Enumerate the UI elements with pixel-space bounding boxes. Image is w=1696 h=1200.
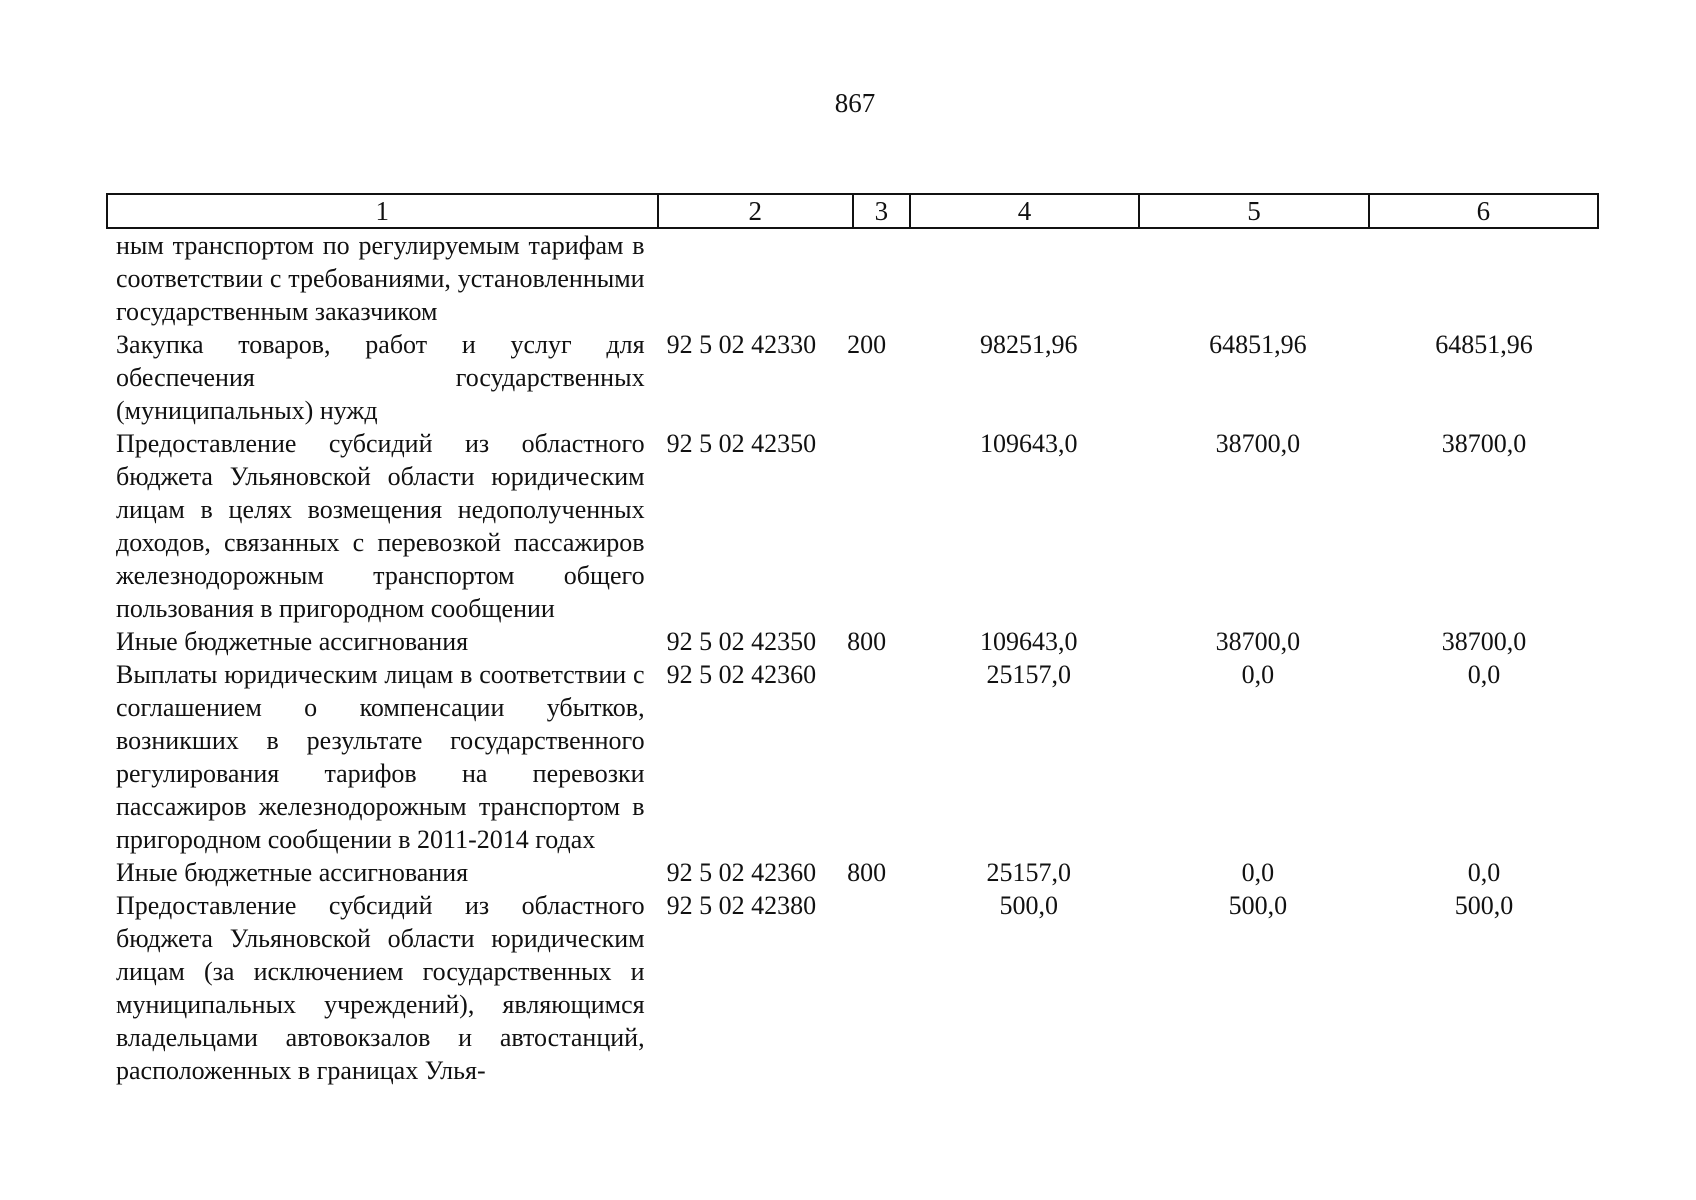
table-row	[116, 658, 1596, 856]
row-value-4: 109643,0	[979, 627, 1078, 656]
page-number: 867	[834, 88, 876, 118]
row-code: 92 5 02 42330	[666, 330, 817, 359]
table-row	[116, 328, 1596, 427]
row-value-6: 0,0	[1467, 858, 1501, 887]
row-code: 92 5 02 42350	[666, 429, 817, 458]
row-value-6: 64851,96	[1435, 330, 1533, 359]
row-value-6: 0,0	[1467, 660, 1501, 689]
row-value-5: 38700,0	[1215, 627, 1301, 656]
row-type: 200	[847, 330, 887, 359]
table-header	[106, 193, 1599, 229]
table-row	[116, 625, 1596, 658]
table-row	[116, 856, 1596, 889]
row-value-5: 500,0	[1228, 891, 1288, 920]
row-value-4: 25157,0	[986, 660, 1071, 689]
row-name: Предоставление субсидий из областного бюджета Ульяновской области юридическим лицам в целях возмещения недополученных доходов, связанных с перевозкой пассажиров железнодорожным транспортом общего пользования в пригородном сообщении	[116, 429, 645, 623]
row-value-6: 500,0	[1454, 891, 1514, 920]
row-value-5: 38700,0	[1215, 429, 1301, 458]
row-value-5: 0,0	[1241, 660, 1275, 689]
row-type: 800	[847, 627, 887, 656]
row-name: Иные бюджетные ассигнования	[116, 627, 469, 656]
row-name: Предоставление субсидий из областного бюджета Ульяновской области юридическим лицам (за исключением государственных и муниципальных учреждений), являющимся владельцами автовокзалов и автостанций, расположенных в границах Улья-	[116, 891, 645, 1085]
table-body	[116, 229, 1596, 1087]
column-header-5: 5	[1140, 195, 1369, 227]
column-header-4: 4	[911, 195, 1140, 227]
row-value-4: 25157,0	[986, 858, 1071, 887]
row-name: ным транспортом по регулируемым тарифам в соответствии с требованиями, установленными государственным заказчиком	[116, 231, 645, 326]
column-header-2: 2	[659, 195, 854, 227]
table-row	[116, 427, 1596, 625]
table-row	[116, 229, 1596, 328]
row-name: Иные бюджетные ассигнования	[116, 858, 469, 887]
row-name: Закупка товаров, работ и услуг для обеспечения государственных (муниципальных) нужд	[116, 330, 645, 425]
row-code: 92 5 02 42380	[666, 891, 817, 920]
row-type: 800	[847, 858, 887, 887]
row-value-4: 98251,96	[979, 330, 1078, 359]
column-header-1: 1	[108, 195, 659, 227]
row-value-6: 38700,0	[1441, 627, 1527, 656]
row-value-4: 109643,0	[979, 429, 1078, 458]
table-row	[116, 889, 1596, 1087]
row-code: 92 5 02 42360	[666, 660, 817, 689]
row-value-5: 64851,96	[1209, 330, 1307, 359]
row-value-5: 0,0	[1241, 858, 1275, 887]
row-code: 92 5 02 42350	[666, 627, 817, 656]
column-header-6: 6	[1476, 195, 1491, 226]
row-name: Выплаты юридическим лицам в соответствии с соглашением о компенсации убытков, возникших в результате государственного регулирования тарифов на перевозки пассажиров железнодорожным транспортом в пригородном сообщении в 2011-2014 годах	[116, 660, 645, 854]
row-value-6: 38700,0	[1441, 429, 1527, 458]
row-code: 92 5 02 42360	[666, 858, 817, 887]
row-value-4: 500,0	[999, 891, 1058, 920]
column-header-3: 3	[854, 195, 911, 227]
